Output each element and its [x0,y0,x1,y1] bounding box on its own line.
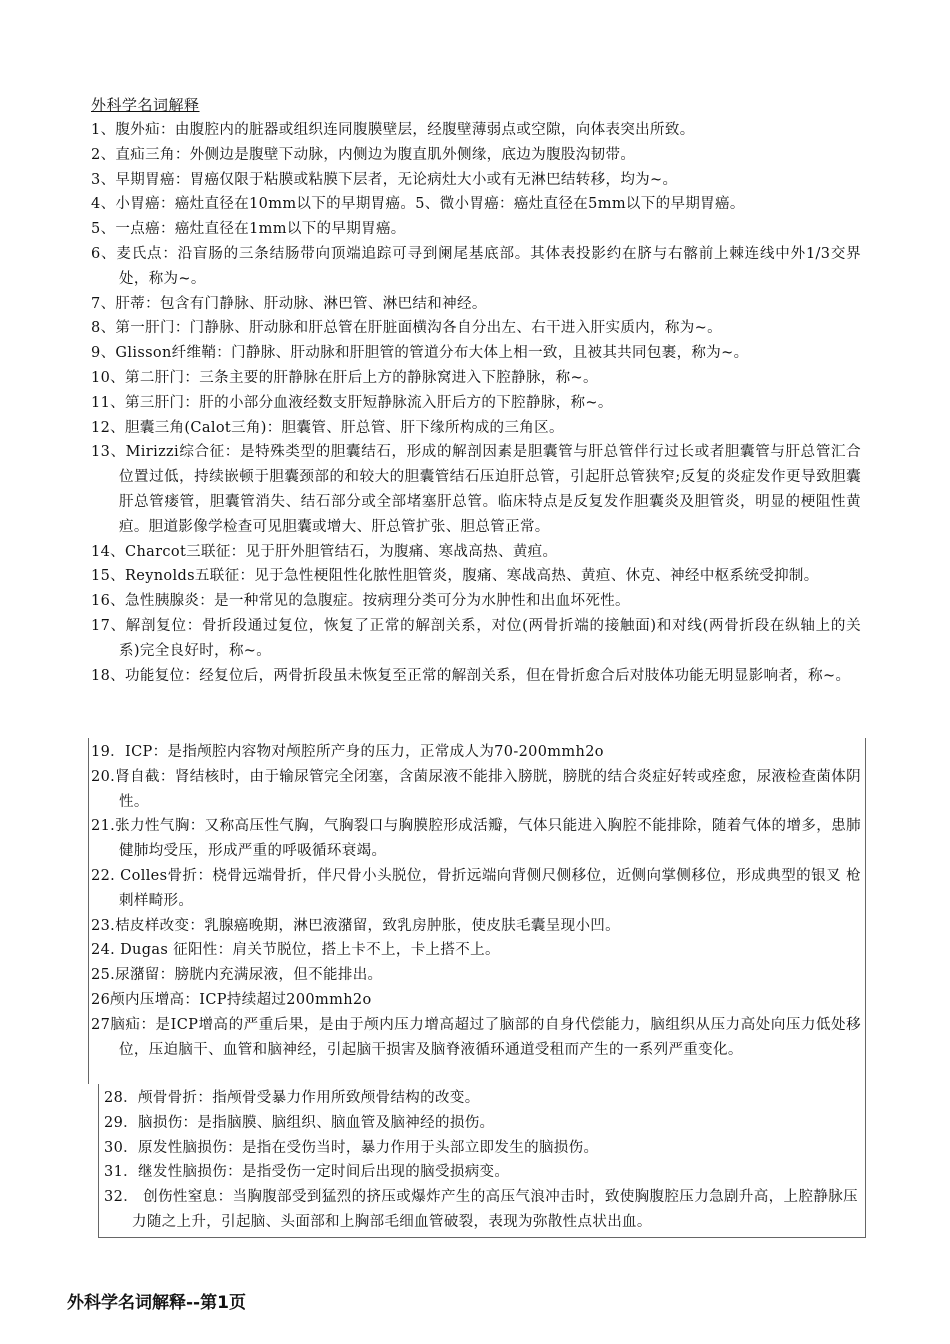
entry-list-box-a [91,740,861,1062]
entry-10: 10、第二肝门：三条主要的肝静脉在肝后上方的静脉窝进入下腔静脉，称~。 [91,369,598,386]
entry-list-box-b [104,1086,858,1235]
entry-23: 23.桔皮样改变：乳腺癌晚期，淋巴液潴留，致乳房肿胀，使皮肤毛囊呈现小凹。 [91,917,621,934]
entry-7: 7、肝蒂：包含有门静脉、肝动脉、淋巴管、淋巴结和神经。 [91,295,487,312]
entry-5: 5、一点癌：癌灶直径在1mm以下的早期胃癌。 [91,221,406,238]
entry-9: 9、Glisson纤维鞘：门静脉、肝动脉和肝胆管的管道分布大体上相一致，且被其共同包裹，称为~。 [91,345,749,362]
entry-32: 32． 创伤性窒息：当胸腹部受到猛烈的挤压或爆炸产生的高压气浪冲击时，致使胸腹腔压力急剧升高，上腔静脉压力随之上升，引起脑、头面部和上胸部毛细血管破裂，表现为弥散性点状出血。 [104,1189,858,1230]
entry-15: 15、Reynolds五联征：见于急性梗阻性化脓性胆管炎，腹痛、寒战高热、黄疸、休克、神经中枢系统受抑制。 [91,568,819,585]
entry-11: 11、第三肝门：肝的小部分血液经数支肝短静脉流入肝后方的下腔静脉，称~。 [91,394,613,411]
entry-27: 27脑疝：是ICP增高的严重后果，是由于颅内压力增高超过了脑部的自身代偿能力，脑组织从压力高处向压力低处移位，压迫脑干、血管和脑神经，引起脑干损害及脑脊液循环通道受租而产生的一系列严重变化。 [91,1016,861,1058]
entry-25: 25.尿潴留：膀胱内充满尿液，但不能排出。 [91,967,383,984]
entry-29: 29．脑损伤：是指脑膜、脑组织、脑血管及脑神经的损伤。 [104,1114,495,1131]
entry-31: 31．继发性脑损伤：是指受伤一定时间后出现的脑受损病变。 [104,1164,510,1181]
entry-22: 22. Colles骨折：桡骨远端骨折，伴尺骨小头脱位，骨折远端向背侧尺侧移位，近侧向掌侧移位，形成典型的银叉 枪刺样畸形。 [91,867,861,909]
entry-21: 21.张力性气胸：又称高压性气胸，气胸裂口与胸膜腔形成活瓣，气体只能进入胸腔不能排除，随着气体的增多，患肺健肺均受压，形成严重的呼吸循环衰竭。 [91,818,861,860]
entry-3: 3、早期胃癌：胃癌仅限于粘膜或粘膜下层者，无论病灶大小或有无淋巴结转移，均为~。 [91,171,678,188]
entry-28: 28．颅骨骨折：指颅骨受暴力作用所致颅骨结构的改变。 [104,1090,480,1106]
entry-20: 20.肾自截：肾结核时，由于输尿管完全闭塞，含菌尿液不能排入膀胱，膀胱的结合炎症好转或痊愈，尿液检查菌体阴性。 [91,768,861,810]
entry-12: 12、胆囊三角(Calot三角)：胆囊管、肝总管、肝下缘所构成的三角区。 [91,419,564,436]
entry-1: 1、腹外疝：由腹腔内的脏器或组织连同腹膜壁层，经腹壁薄弱点或空隙，向体表突出所致。 [91,122,695,138]
entry-19: 19．ICP：是指颅腔内容物对颅腔所产身的压力，正常成人为70-200mmh2o [91,744,604,760]
page-footer: 外科学名词解释--第1页 [67,1293,246,1313]
entry-2: 2、直疝三角：外侧边是腹壁下动脉，内侧边为腹直肌外侧缘，底边为腹股沟韧带。 [91,146,636,163]
entry-6: 6、麦氏点：沿盲肠的三条结肠带向顶端追踪可寻到阑尾基底部。其体表投影约在脐与右髂前上棘连线中外1/3交界处，称为~。 [91,245,861,287]
entry-4: 4、小胃癌：癌灶直径在10mm以下的早期胃癌。5、微小胃癌：癌灶直径在5mm以下的早期胃癌。 [91,196,745,213]
entry-list-main [91,118,861,688]
entry-13: 13、Mirizzi综合征：是特殊类型的胆囊结石，形成的解剖因素是胆囊管与肝总管伴行过长或者胆囊管与肝总管汇合位置过低，持续嵌顿于胆囊颈部的和较大的胆囊管结石压迫肝总管，引起肝总管狭窄;反复的炎症发作更导致胆囊肝总管瘘管，胆囊管消失、结石部分或全部堵塞肝总管。临床特点是反复发作胆囊炎及胆管炎，明显的梗阻性黄疸。胆道影像学检查可见胆囊或增大、肝总管扩张、胆总管正常。 [91,444,861,535]
entry-26: 26颅内压增高：ICP持续超过200mmh2o [91,991,372,1008]
entry-17: 17、解剖复位：骨折段通过复位，恢复了正常的解剖关系，对位(两骨折端的接触面)和对线(两骨折段在纵轴上的关系)完全良好时，称~。 [91,617,861,659]
entry-18: 18、功能复位：经复位后，两骨折段虽未恢复至正常的解剖关系，但在骨折愈合后对肢体功能无明显影响者，称~。 [91,667,851,684]
entry-8: 8、第一肝门：门静脉、肝动脉和肝总管在肝脏面横沟各自分出左、右干进入肝实质内，称为~。 [91,320,722,337]
entry-24: 24. Dugas 征阳性：肩关节脱位，搭上卡不上，卡上搭不上。 [91,942,500,959]
entry-14: 14、Charcot三联征：见于肝外胆管结石，为腹痛、寒战高热、黄疸。 [91,543,558,560]
entry-16: 16、急性胰腺炎：是一种常见的急腹症。按病理分类可分为水肿性和出血坏死性。 [91,593,630,610]
entry-30: 30．原发性脑损伤：是指在受伤当时，暴力作用于头部立即发生的脑损伤。 [104,1139,599,1156]
document-title: 外科学名词解释 [91,96,200,114]
